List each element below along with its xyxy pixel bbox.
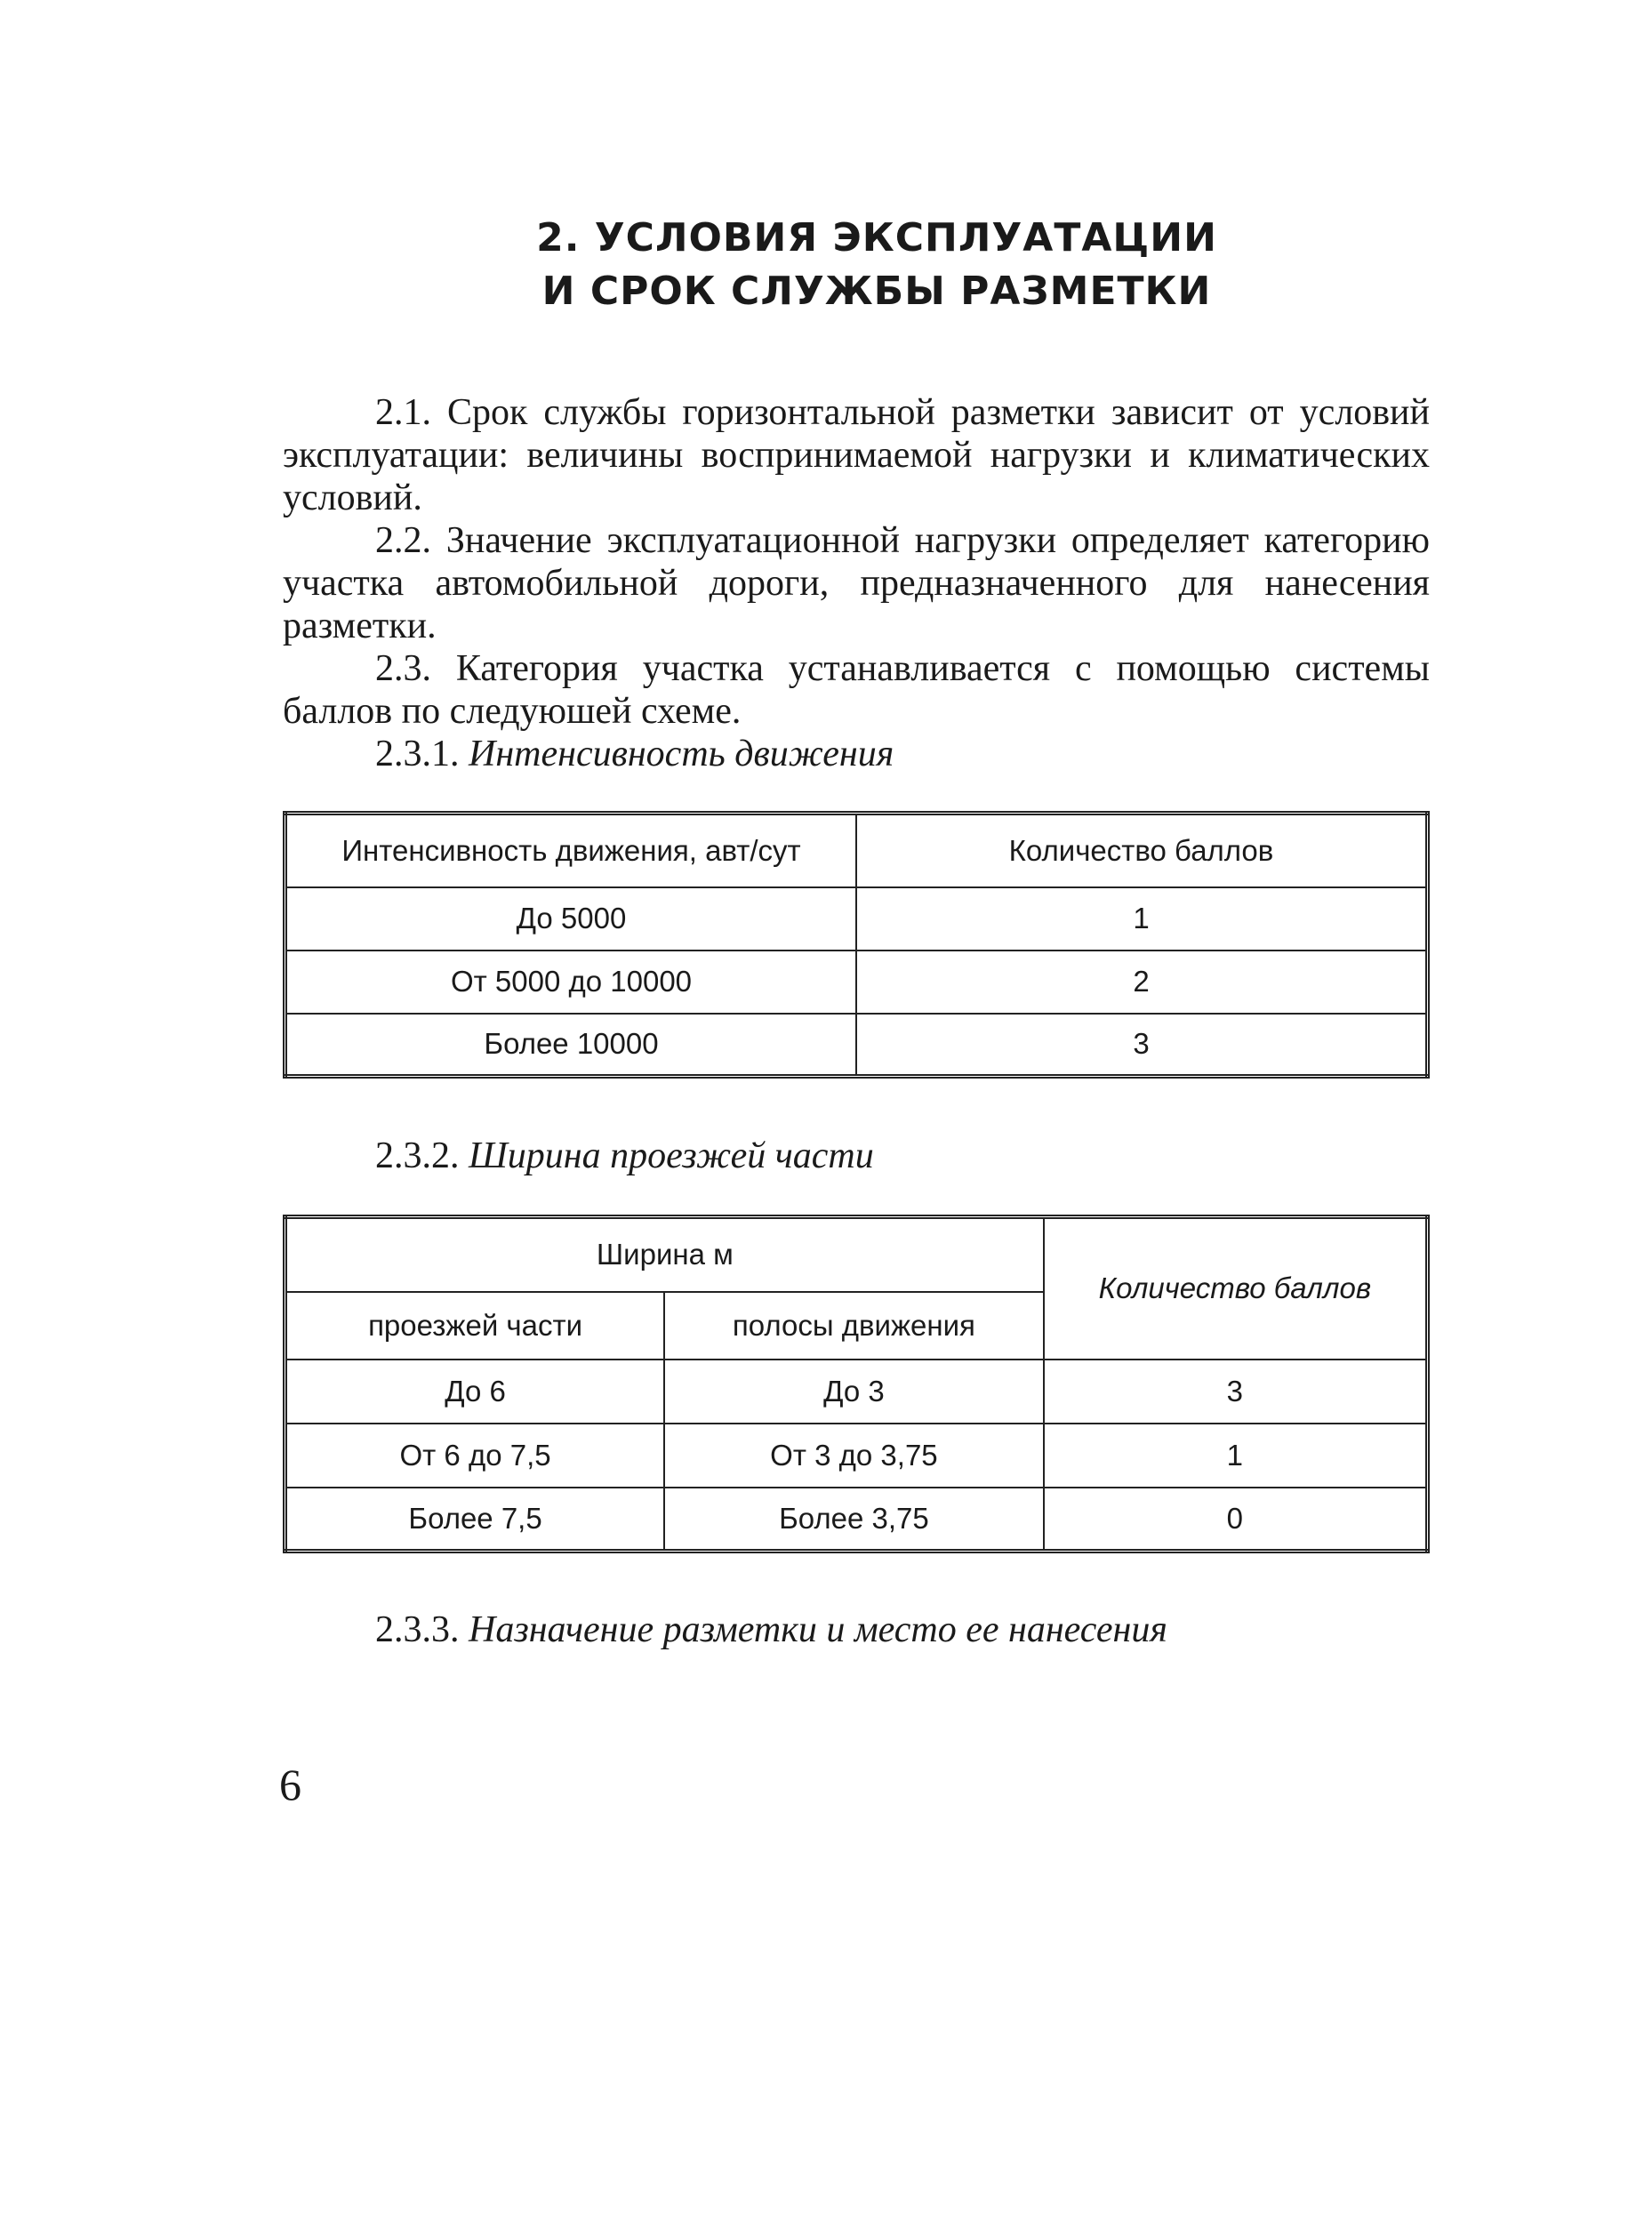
subsection-number: 2.3.2. — [375, 1135, 460, 1176]
paragraph-2-1: 2.1. Срок службы горизонтальной разметки зависит от условий эксплуатации: величины воспринимаемой нагрузки и климатических условий. — [283, 392, 1430, 518]
body-text — [283, 391, 1430, 775]
paragraph-2-2: 2.2. Значение эксплуатационной нагрузки определяет категорию участка автомобильной дороги, предназначенного для нанесения разметки. — [283, 520, 1430, 646]
table-cell: Более 7,5 — [285, 1488, 665, 1552]
subsection-title: Назначение разметки и место ее нанесения — [469, 1609, 1167, 1650]
table-cell: 2 — [856, 951, 1428, 1014]
traffic-intensity-table — [283, 811, 1430, 1079]
subsection-2-3-1 — [283, 733, 1430, 775]
heading-line-1: 2. УСЛОВИЯ ЭКСПЛУАТАЦИИ — [536, 215, 1217, 261]
subsection-number: 2.3.3. — [375, 1609, 460, 1650]
table-row — [285, 951, 1428, 1014]
table-header-row — [285, 1217, 1428, 1292]
table-header-cell: проезжей части — [285, 1292, 665, 1360]
heading-line-2: И СРОК СЛУЖБЫ РАЗМЕТКИ — [541, 269, 1212, 314]
table-cell: До 5000 — [285, 887, 857, 951]
table-cell: 0 — [1044, 1488, 1428, 1552]
table-cell: 3 — [1044, 1360, 1428, 1424]
subsection-title: Ширина проезжей части — [469, 1135, 874, 1176]
section-heading — [283, 212, 1471, 318]
table-cell: 1 — [856, 887, 1428, 951]
table-header-cell: Интенсивность движения, авт/сут — [285, 814, 857, 887]
table-row — [285, 1424, 1428, 1488]
table-cell: От 6 до 7,5 — [285, 1424, 665, 1488]
table-header-cell: полосы движения — [664, 1292, 1044, 1360]
table-row — [285, 887, 1428, 951]
table-cell: До 3 — [664, 1360, 1044, 1424]
subsection-number: 2.3.1. — [375, 734, 460, 774]
table-cell: Более 10000 — [285, 1014, 857, 1077]
table-header-cell: Количество баллов — [1044, 1217, 1428, 1360]
table-cell: От 3 до 3,75 — [664, 1424, 1044, 1488]
page-number: 6 — [279, 1760, 301, 1809]
table-header-row — [285, 814, 1428, 887]
table-row — [285, 1360, 1428, 1424]
table-cell: Более 3,75 — [664, 1488, 1044, 1552]
table-cell: До 6 — [285, 1360, 665, 1424]
subsection-2-3-3 — [375, 1608, 1167, 1651]
table-group-header: Ширина м — [285, 1217, 1044, 1292]
table-cell: От 5000 до 10000 — [285, 951, 857, 1014]
table-cell: 3 — [856, 1014, 1428, 1077]
subsection-title: Интенсивность движения — [469, 734, 894, 774]
table-row — [285, 1014, 1428, 1077]
table-row — [285, 1488, 1428, 1552]
table-header-cell: Количество баллов — [856, 814, 1428, 887]
paragraph-2-3: 2.3. Категория участка устанавливается с помощью системы баллов по следуюшей схеме. — [283, 648, 1430, 732]
table-cell: 1 — [1044, 1424, 1428, 1488]
subsection-2-3-2 — [375, 1135, 874, 1177]
carriageway-width-table — [283, 1215, 1430, 1553]
